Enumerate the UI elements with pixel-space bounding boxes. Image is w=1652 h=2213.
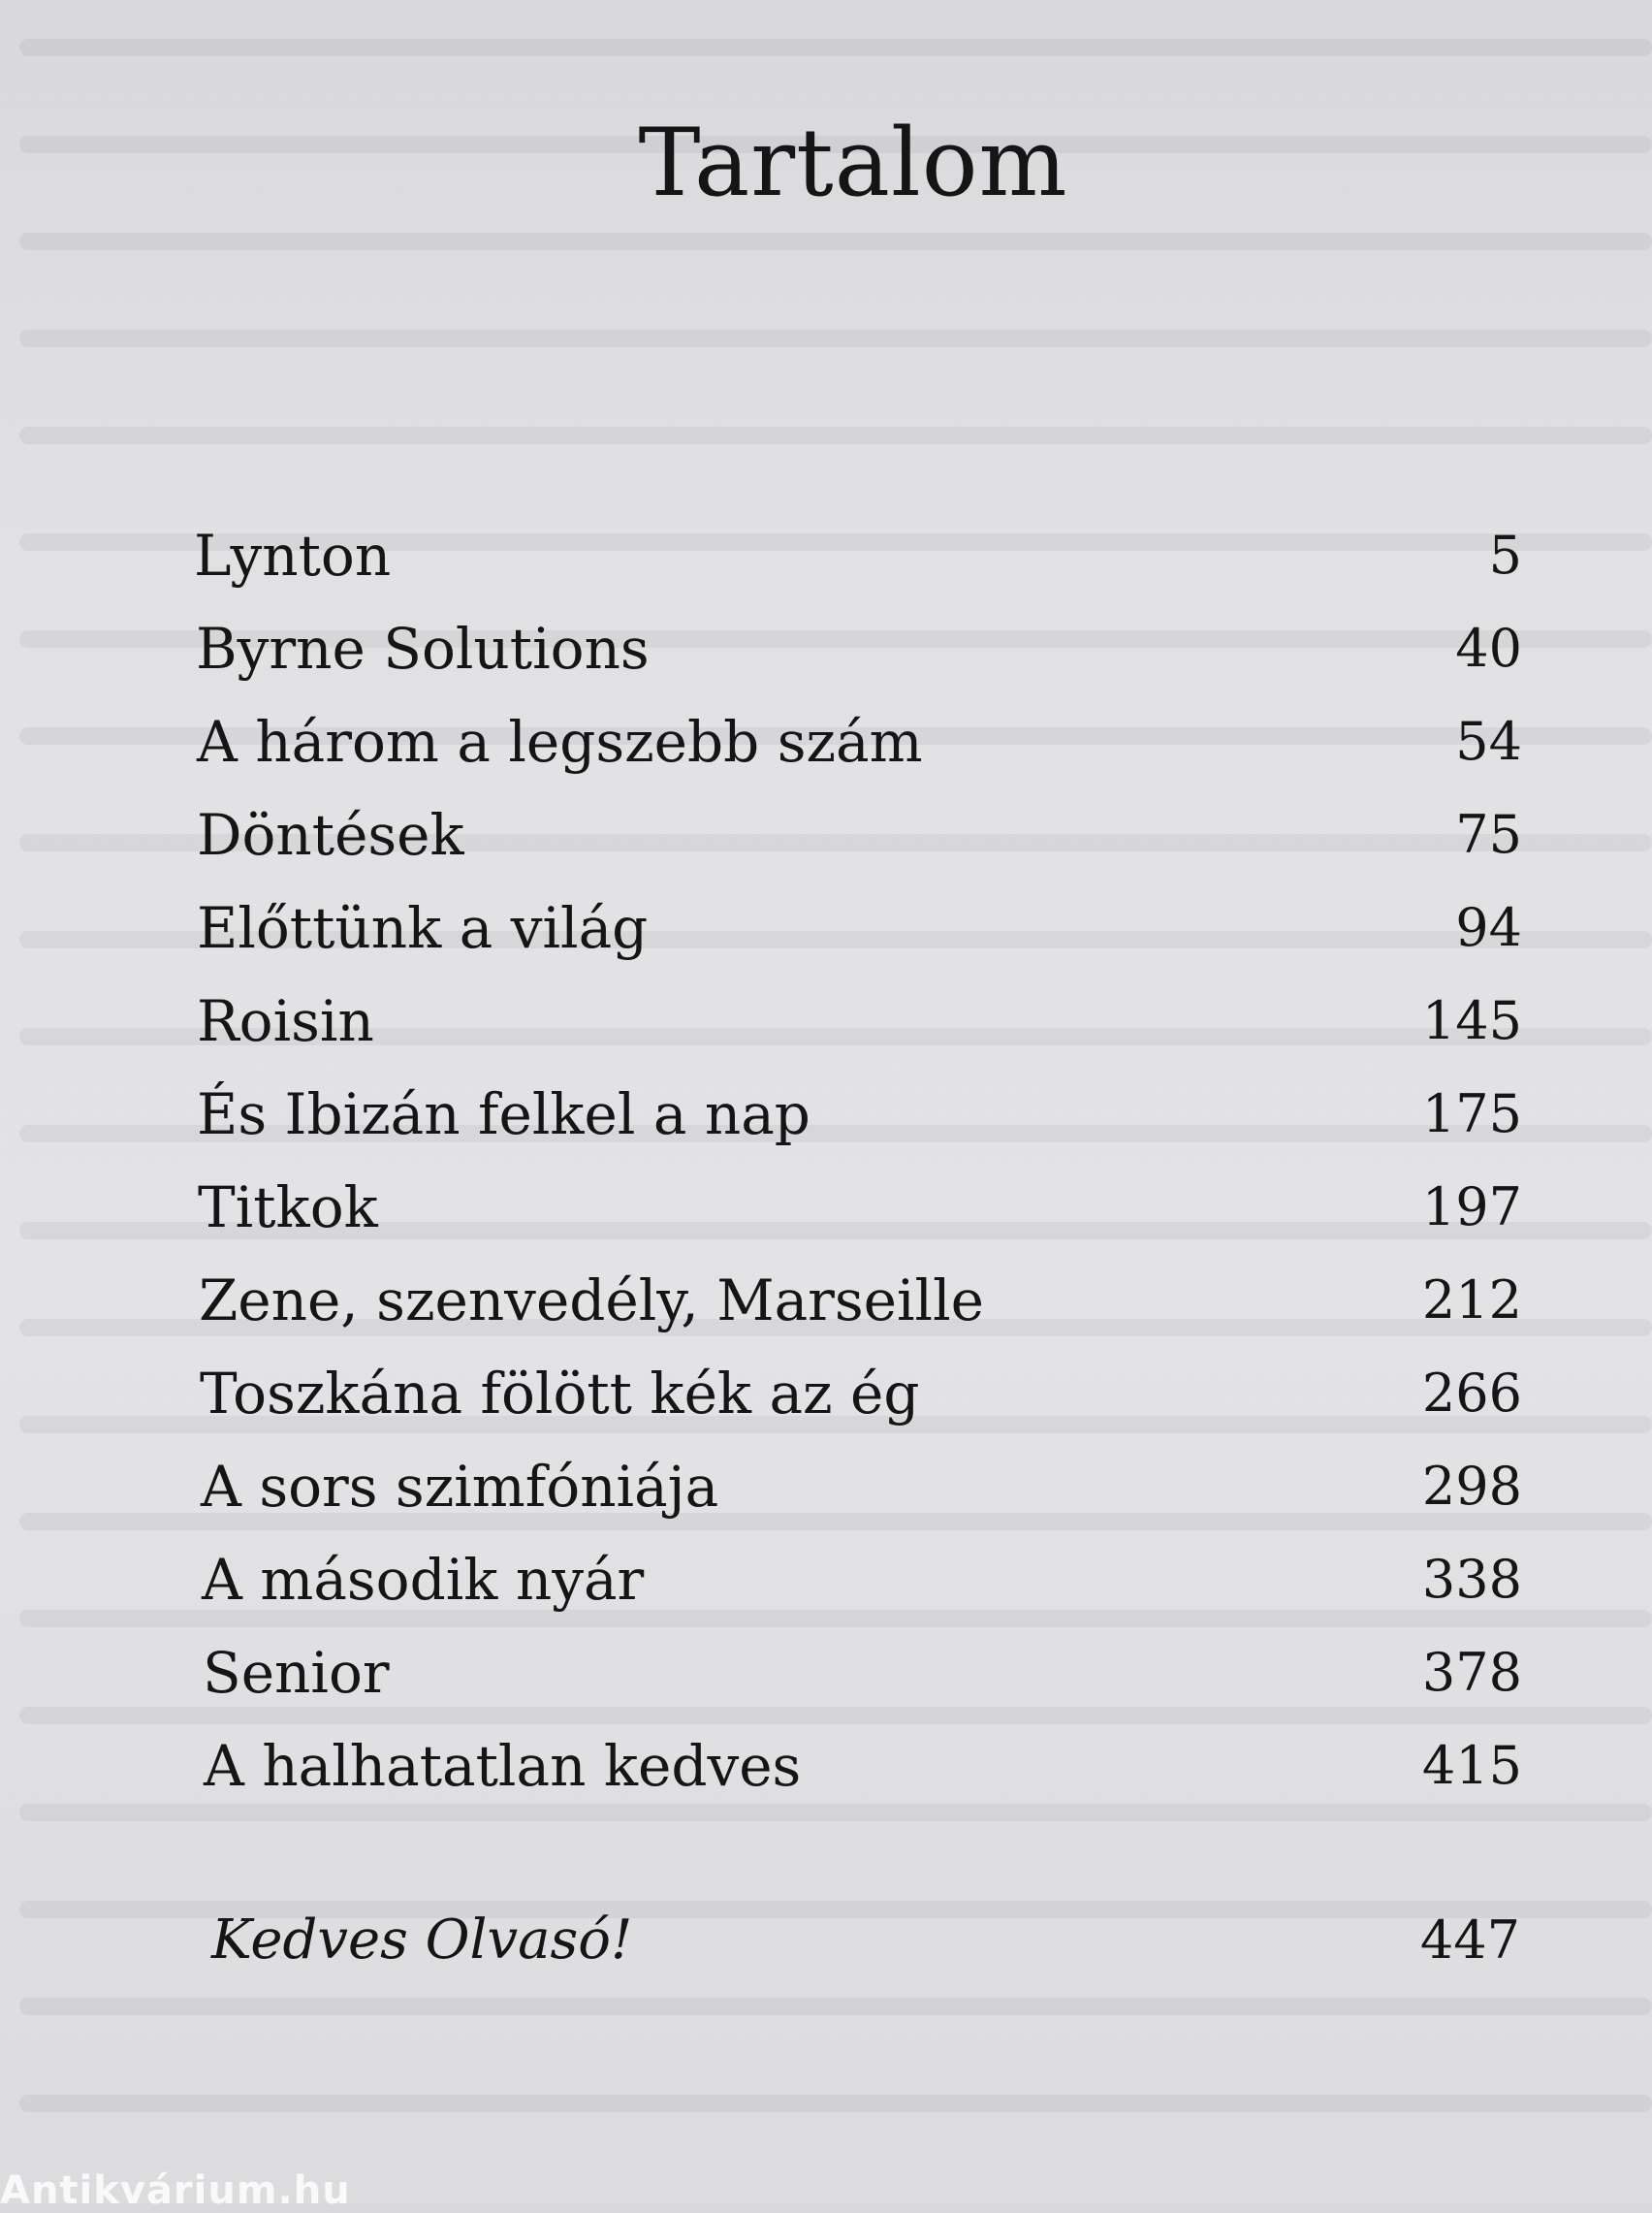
toc-entry-page: 94 (1455, 897, 1522, 958)
toc-entry-title: Zene, szenvedély, Marseille (199, 1267, 984, 1333)
toc-entry-page: 415 (1421, 1735, 1522, 1796)
toc-entry-page: 54 (1455, 711, 1522, 772)
toc-entry-title: Döntések (197, 802, 464, 868)
toc-entry-title: Lynton (194, 523, 392, 589)
toc-entry (197, 1068, 1522, 1161)
toc-entry-title: Senior (203, 1640, 390, 1706)
toc-entry (197, 695, 1522, 788)
toc-entry (202, 1533, 1522, 1626)
toc-entry-title: A halhatatlan kedves (204, 1733, 802, 1799)
toc-entry-title: Toszkána fölött kék az ég (200, 1361, 920, 1427)
toc-entry-page: 298 (1421, 1456, 1522, 1517)
toc-entry-page: 266 (1421, 1363, 1522, 1424)
afterword-page: 447 (1419, 1909, 1520, 1971)
toc-entry-title: A sors szimfóniája (201, 1454, 719, 1520)
toc-entry-page: 5 (1488, 525, 1522, 586)
toc-entry (197, 788, 1522, 882)
toc-entry (201, 1440, 1522, 1533)
toc-entry-title: A második nyár (202, 1547, 645, 1613)
toc-entry-page: 40 (1455, 618, 1522, 679)
toc-entry-page: 145 (1421, 990, 1522, 1051)
toc-entry (204, 1719, 1522, 1812)
page-title: Tartalom (638, 109, 1068, 217)
toc-entry-page: 212 (1421, 1269, 1522, 1331)
toc-entry-title: Roisin (197, 988, 374, 1054)
toc-entry-page: 338 (1421, 1549, 1522, 1610)
toc-entry (203, 1626, 1522, 1719)
toc-entry-title: Előttünk a világ (197, 895, 649, 961)
toc-entry (200, 1347, 1522, 1440)
toc-entry-page: 378 (1421, 1642, 1522, 1703)
table-of-contents (194, 509, 1522, 1812)
toc-entry (196, 602, 1522, 695)
toc-entry-title: És Ibizán felkel a nap (197, 1081, 810, 1147)
toc-entry (198, 1161, 1522, 1254)
toc-afterword-entry (211, 1894, 1520, 1987)
toc-entry-page: 75 (1455, 804, 1522, 865)
afterword-title: Kedves Olvasó! (211, 1908, 633, 1972)
toc-entry (194, 509, 1522, 602)
toc-entry (197, 975, 1522, 1068)
toc-entry-page: 175 (1421, 1083, 1522, 1144)
toc-entry (199, 1254, 1522, 1347)
toc-entry-title: Titkok (198, 1174, 378, 1240)
watermark: Antikvárium.hu (0, 2168, 351, 2213)
toc-entry (197, 882, 1522, 975)
toc-entry-title: Byrne Solutions (196, 616, 650, 682)
toc-entry-page: 197 (1421, 1176, 1522, 1237)
toc-entry-title: A három a legszebb szám (197, 709, 923, 775)
